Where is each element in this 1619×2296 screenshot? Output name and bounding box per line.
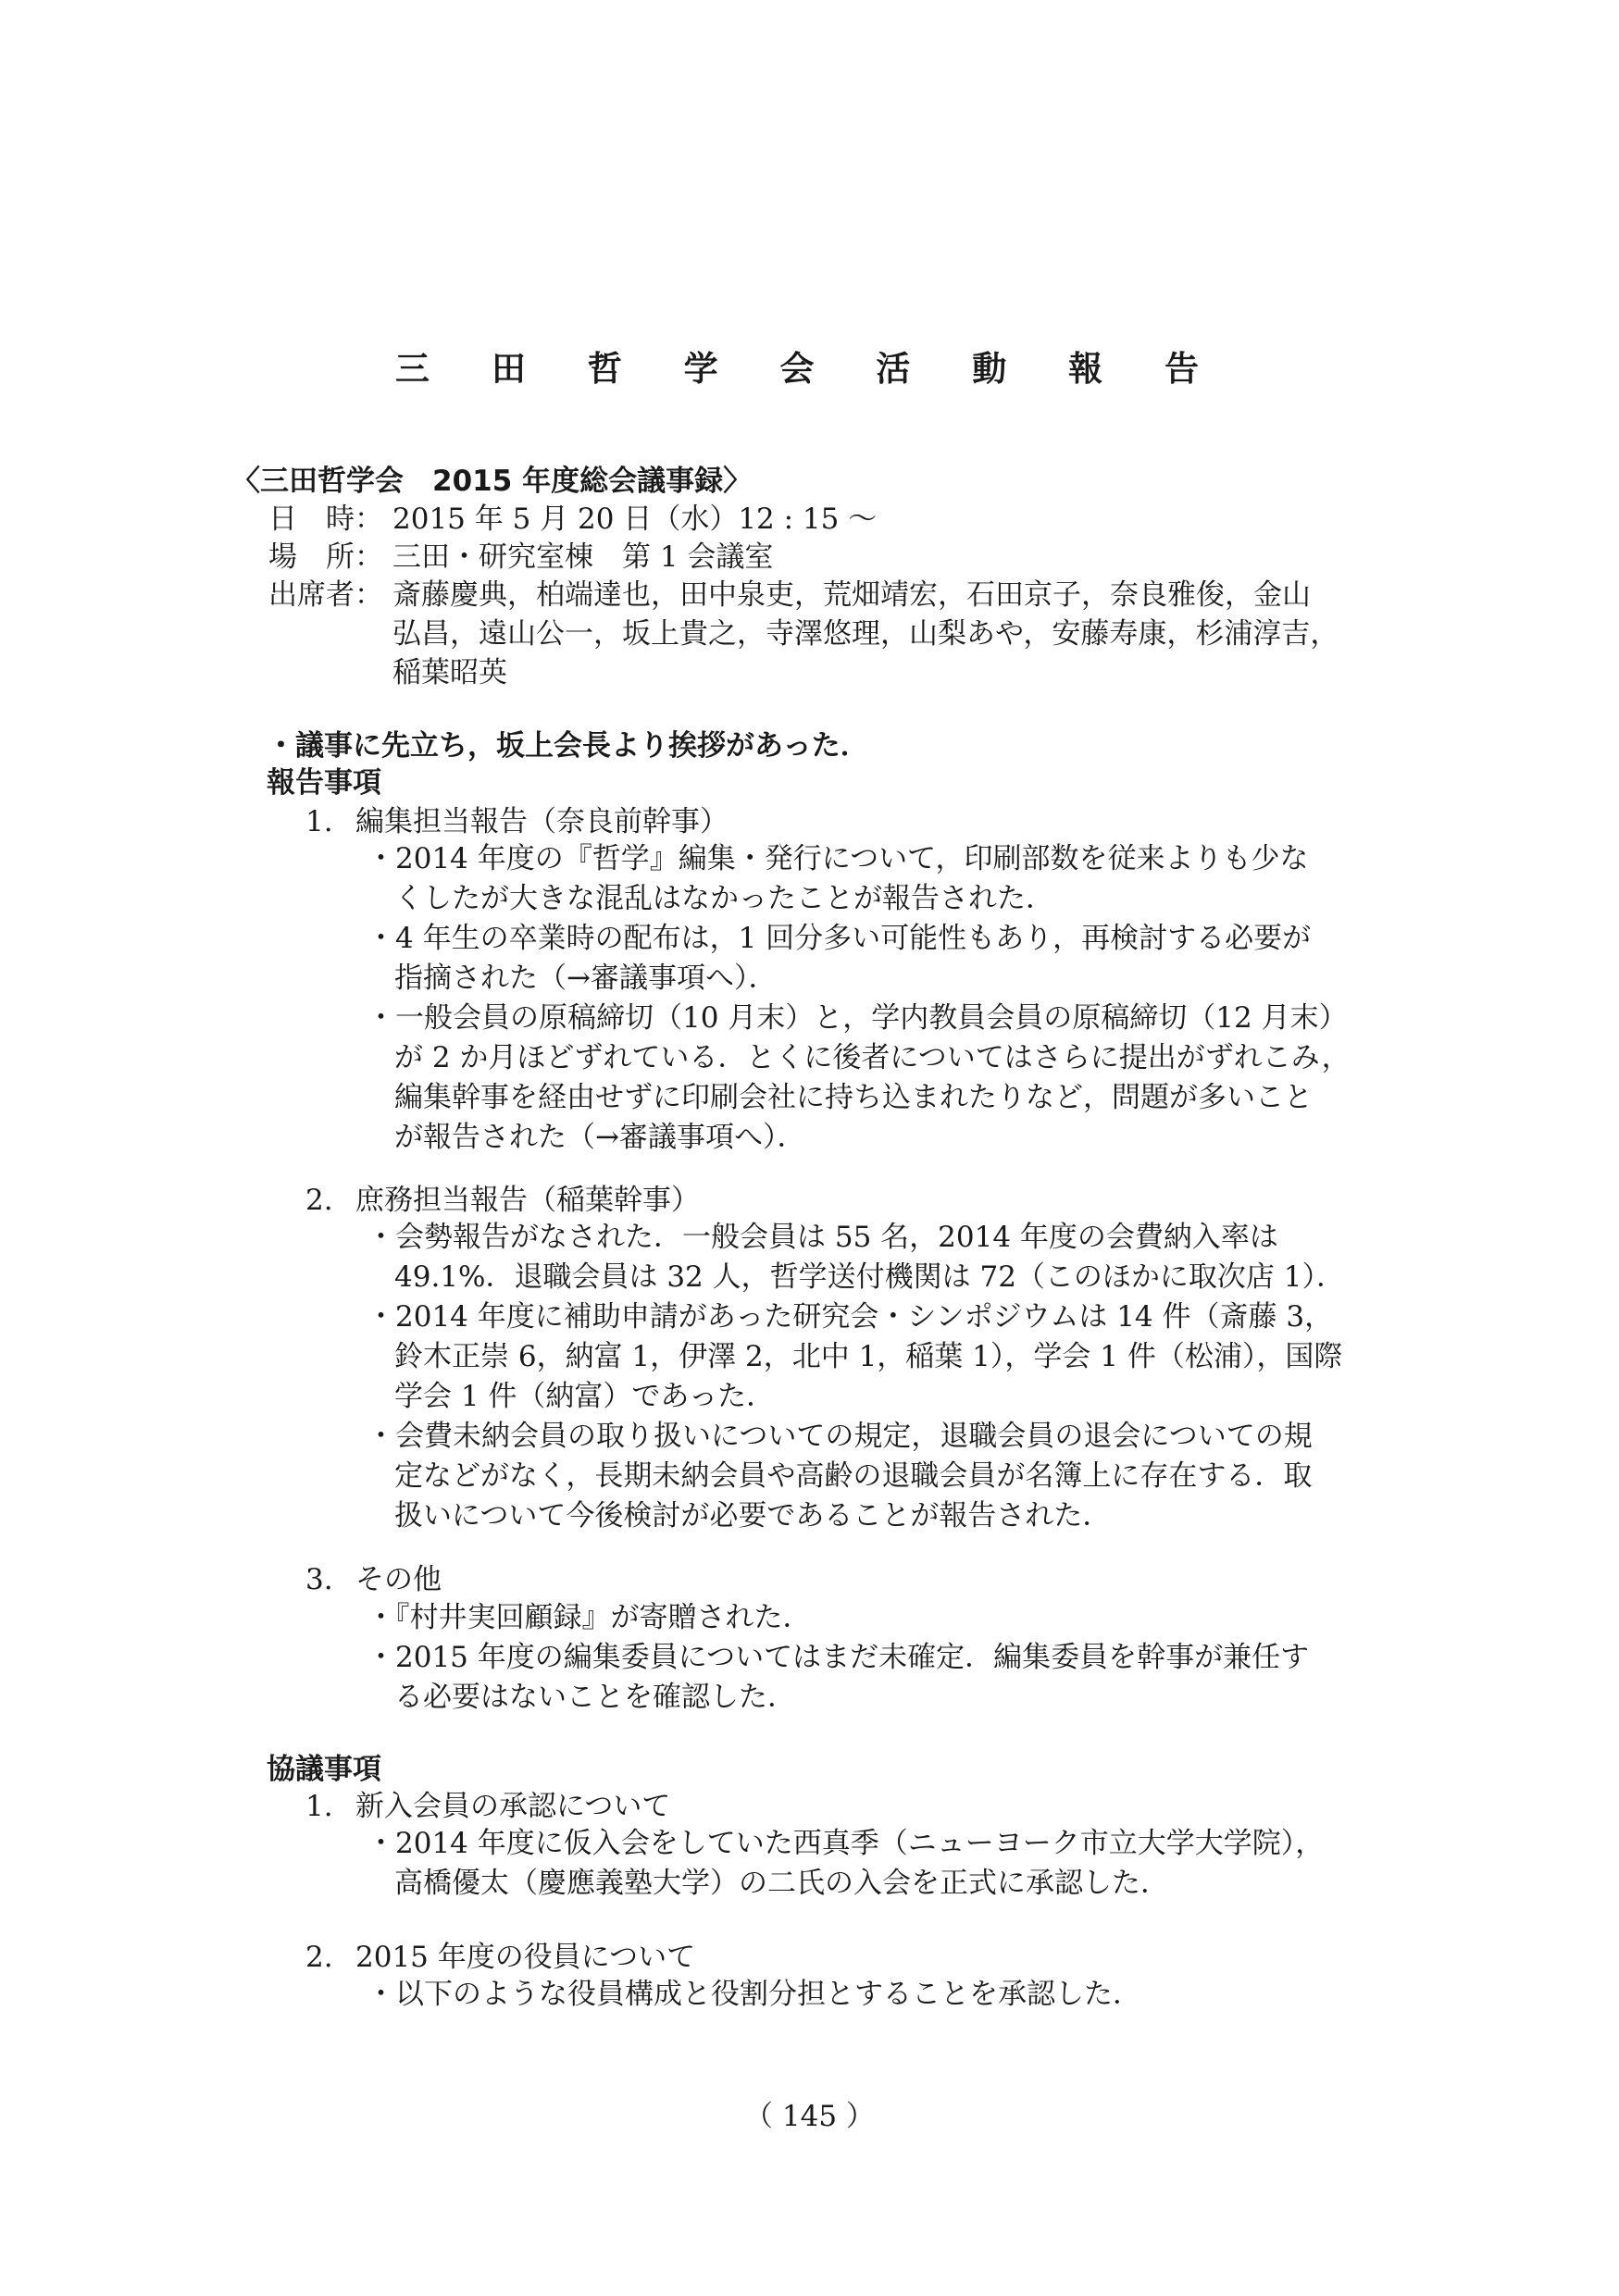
bullet-line: ・2014 年度に補助申請があった研究会・シンポジウムは 14 件（斎藤 3， — [367, 1300, 1334, 1334]
deliberation-item-number: 2. — [305, 1941, 333, 1974]
bullet-line: ・2014 年度に仮入会をしていた西真季（ニューヨーク市立大学大学院）， — [367, 1827, 1325, 1860]
place-label: 場 所： — [268, 540, 383, 574]
deliberation-item-1-bullets — [367, 1824, 1324, 1904]
bullet-line: 高橋優太（慶應義塾大学）の二氏の入会を正式に承認した． — [394, 1867, 1169, 1900]
bullet-line: ・2015 年度の編集委員についてはまだ未確定．編集委員を幹事が兼任す — [367, 1641, 1310, 1674]
bullet-line: が 2 か月ほどずれている．とくに後者についてはさらに提出がずれこみ， — [394, 1041, 1351, 1074]
date-value: 2015 年 5 月 20 日（水）12 : 15 〜 — [392, 503, 878, 536]
report-item-title: 編集担当報告（奈良前幹事） — [355, 805, 729, 838]
bullet-line: が報告された（→審議事項へ）． — [394, 1121, 806, 1154]
bullet-line: 鈴木正崇 6，納富 1，伊澤 2，北中 1，稲葉 1），学会 1 件（松浦），国際 — [394, 1340, 1343, 1373]
attendees-line: 稲葉昭英 — [392, 656, 507, 689]
bullet-line: 扱いについて今後検討が必要であることが報告された． — [394, 1499, 1112, 1533]
bullet-line: ・以下のような役員構成と役割分担とすることを承認した． — [367, 1978, 1141, 2011]
page-title: 三 田 哲 学 会 活 動 報 告 — [394, 349, 1225, 389]
attendees-line: 弘昌，遠山公一，坂上貴之，寺澤悠理，山梨あや，安藤寿康，杉浦淳吉， — [392, 617, 1339, 651]
attendees-line: 斎藤慶典，柏端達也，田中泉吏，荒畑靖宏，石田京子，奈良雅俊，金山 — [392, 578, 1311, 612]
report-item-3-bullets — [367, 1598, 1309, 1718]
report-item-2-bullets — [367, 1218, 1345, 1536]
place-value: 三田・研究室棟 第 1 会議室 — [392, 540, 774, 574]
bullet-line: る必要はないことを確認した． — [394, 1681, 796, 1714]
bullet-line: ・『村井実回顧録』が寄贈された． — [367, 1601, 812, 1634]
bullet-line: くしたが大きな混乱はなかったことが報告された． — [394, 882, 1054, 915]
report-item-title: 庶務担当報告（稲葉幹事） — [355, 1184, 700, 1217]
bullet-line: ・会勢報告がなされた．一般会員は 55 名，2014 年度の会費納入率は — [367, 1221, 1278, 1254]
deliberation-item-title: 新入会員の承認について — [355, 1790, 671, 1823]
bullet-line: 定などがなく，長期未納会員や高齢の退職会員が名簿上に存在する．取 — [394, 1459, 1313, 1493]
bullet-line: 編集幹事を経由せずに印刷会社に持ち込まれたりなど，問題が多いこと — [394, 1081, 1313, 1114]
page-number: （ 145 ） — [744, 2100, 875, 2133]
report-item-title: その他 — [355, 1563, 442, 1596]
bullet-line: ・一般会員の原稿締切（10 月末）と，学内教員会員の原稿締切（12 月末） — [367, 1001, 1348, 1035]
report-heading: 報告事項 — [267, 766, 381, 800]
bullet-line: ・2014 年度の『哲学』編集・発行について，印刷部数を従来よりも少な — [367, 842, 1309, 875]
deliberation-item-title: 2015 年度の役員について — [355, 1941, 696, 1974]
deliberation-item-2-bullets — [367, 1975, 1141, 2015]
attendees-label: 出席者： — [268, 578, 383, 612]
bullet-line: ・会費未納会員の取り扱いについての規定，退職会員の退会についての規 — [367, 1420, 1313, 1453]
bullet-line: 49.1%．退職会員は 32 人，哲学送付機関は 72（このほかに取次店 1）． — [394, 1260, 1346, 1294]
bullet-line: 指摘された（→審議事項へ）． — [394, 962, 778, 995]
bullet-line: 学会 1 件（納富）であった． — [394, 1380, 776, 1413]
date-label: 日 時： — [268, 503, 383, 536]
report-item-1-bullets — [367, 839, 1351, 1158]
bullet-line: ・4 年生の卒業時の配布は，1 回分多い可能性もあり，再検討する必要が — [367, 922, 1312, 955]
report-item-number: 1. — [305, 805, 333, 838]
report-item-number: 2. — [305, 1184, 333, 1217]
report-item-number: 3. — [305, 1563, 333, 1596]
minutes-heading: 〈三田哲学会 2015 年度総会議事録〉 — [231, 465, 753, 498]
greeting-note: ・議事に先立ち，坂上会長より挨拶があった． — [267, 729, 869, 763]
deliberation-item-number: 1. — [305, 1790, 333, 1823]
deliberation-heading: 協議事項 — [267, 1753, 381, 1786]
